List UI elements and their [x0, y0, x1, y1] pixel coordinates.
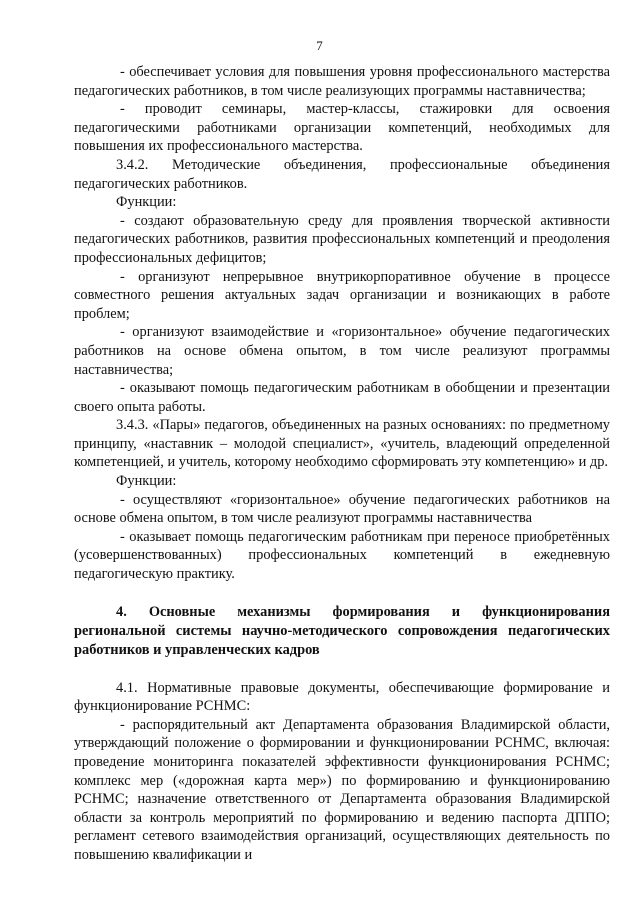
paragraph: - организуют непрерывное внутрикорпоративное обучение в процессе совместного решения актуальных задач организации и возникающих в работе проблем; — [74, 268, 610, 322]
paragraph: - оказывает помощь педагогическим работникам при переносе приобретённых (усовершенствованных) профессиональных компетенций в ежедневную педагогическую практику. — [74, 528, 610, 583]
paragraph: - оказывают помощь педагогическим работникам в обобщении и презентации своего опыта работы. — [74, 380, 610, 415]
paragraph: 3.4.2. Методические объединения, профессиональные объединения педагогических работников. — [74, 156, 610, 192]
paragraph: 3.4.3. «Пары» педагогов, объединенных на разных основаниях: по предметному принципу, «наставник – молодой специалист», «учитель, владеющий определенной компетенцией, и учитель, которому необходимо сформировать эту компетенцию» и др. — [74, 417, 610, 471]
document-body — [74, 63, 610, 865]
paragraph: - осуществляют «горизонтальное» обучение педагогических работников на основе обмена опытом, в том числе реализуют программы наставничества — [74, 491, 610, 527]
spacer — [74, 660, 610, 679]
paragraph: - проводит семинары, мастер-классы, стажировки для освоения педагогическими работниками организации компетенций, необходимых для повышения их профессионального мастерства. — [74, 101, 610, 155]
paragraph: Функции: — [116, 473, 177, 490]
paragraph: 4.1. Нормативные правовые документы, обеспечивающие формирование и функционирование РСНМС: — [74, 679, 610, 715]
section-heading: 4. Основные механизмы формирования и функционирования региональной системы научно-методического сопровождения педагогических работников и управленческих кадров — [74, 603, 610, 658]
spacer — [74, 584, 610, 603]
paragraph: - создают образовательную среду для проявления творческой активности педагогических работников, развития профессиональных компетенций и преодоления профессиональных дефицитов; — [74, 212, 610, 266]
paragraph: - организуют взаимодействие и «горизонтальное» обучение педагогических работников на основе обмена опытом, в том числе реализуют программы наставничества; — [74, 324, 610, 378]
page-number: 7 — [316, 38, 323, 53]
paragraph: - обеспечивает условия для повышения уровня профессионального мастерства педагогических работников, в том числе реализующих программы наставничества; — [74, 64, 610, 99]
paragraph: Функции: — [116, 194, 177, 211]
paragraph: - распорядительный акт Департамента образования Владимирской области, утверждающий положение о формировании и функционировании РСНМС, включая: проведение мониторинга показателей эффективности функционирования РСНМС; комплекс мер («дорожная карта мер») по формированию и функционированию РСНМС; назначение ответственного от Департамента образования Владимирской области за контроль мероприятий по формированию и ведению паспорта ДППО; регламент сетевого взаимодействия организаций, осуществляющих деятельность по повышению квалификации и — [74, 716, 610, 863]
